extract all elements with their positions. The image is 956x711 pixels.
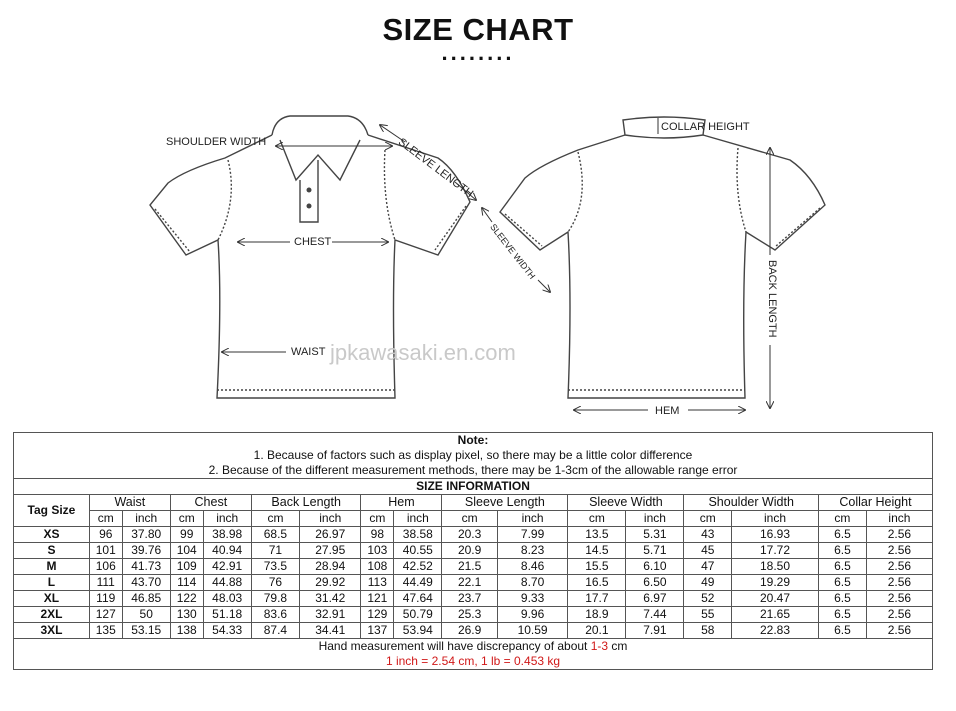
unit-header: cm bbox=[251, 511, 299, 527]
value-cell: 106 bbox=[89, 559, 122, 575]
value-cell: 16.5 bbox=[568, 575, 626, 591]
value-cell: 130 bbox=[170, 607, 203, 623]
value-cell: 22.83 bbox=[732, 623, 819, 639]
notes-cell bbox=[14, 433, 933, 479]
group-header: Hem bbox=[361, 495, 442, 511]
size-cell: S bbox=[14, 543, 90, 559]
title-dots: ........ bbox=[441, 40, 515, 65]
value-cell: 19.29 bbox=[732, 575, 819, 591]
value-cell: 127 bbox=[89, 607, 122, 623]
unit-header: cm bbox=[684, 511, 732, 527]
value-cell: 20.1 bbox=[568, 623, 626, 639]
value-cell: 9.33 bbox=[497, 591, 568, 607]
label-sleeve-width: SLEEVE WIDTH bbox=[488, 222, 538, 281]
unit-header: inch bbox=[732, 511, 819, 527]
value-cell: 29.92 bbox=[300, 575, 361, 591]
footer-line1-highlight: 1-3 bbox=[590, 639, 609, 653]
note-line-2: 2. Because of the different measurement methods, there may be 1-3cm of the allowable range error bbox=[208, 463, 738, 477]
value-cell: 44.88 bbox=[203, 575, 251, 591]
value-cell: 119 bbox=[89, 591, 122, 607]
size-cell: XL bbox=[14, 591, 90, 607]
value-cell: 2.56 bbox=[866, 607, 932, 623]
value-cell: 6.10 bbox=[626, 559, 684, 575]
value-cell: 52 bbox=[684, 591, 732, 607]
unit-header: inch bbox=[203, 511, 251, 527]
value-cell: 135 bbox=[89, 623, 122, 639]
value-cell: 6.5 bbox=[818, 559, 866, 575]
value-cell: 109 bbox=[170, 559, 203, 575]
unit-header: cm bbox=[568, 511, 626, 527]
value-cell: 5.71 bbox=[626, 543, 684, 559]
value-cell: 108 bbox=[361, 559, 394, 575]
value-cell: 20.47 bbox=[732, 591, 819, 607]
value-cell: 138 bbox=[170, 623, 203, 639]
value-cell: 58 bbox=[684, 623, 732, 639]
value-cell: 5.31 bbox=[626, 527, 684, 543]
value-cell: 42.52 bbox=[394, 559, 442, 575]
table-row bbox=[14, 527, 933, 543]
tag-size-header: Tag Size bbox=[14, 495, 90, 527]
table-row bbox=[14, 623, 933, 639]
value-cell: 2.56 bbox=[866, 575, 932, 591]
value-cell: 13.5 bbox=[568, 527, 626, 543]
size-cell: L bbox=[14, 575, 90, 591]
value-cell: 98 bbox=[361, 527, 394, 543]
value-cell: 25.3 bbox=[442, 607, 497, 623]
value-cell: 17.7 bbox=[568, 591, 626, 607]
unit-header: inch bbox=[122, 511, 170, 527]
value-cell: 43.70 bbox=[122, 575, 170, 591]
value-cell: 18.9 bbox=[568, 607, 626, 623]
value-cell: 73.5 bbox=[251, 559, 299, 575]
unit-header: cm bbox=[89, 511, 122, 527]
label-collar-height: COLLAR HEIGHT bbox=[661, 121, 750, 133]
sleeve-width-line-a bbox=[482, 208, 492, 222]
value-cell: 46.85 bbox=[122, 591, 170, 607]
value-cell: 26.97 bbox=[300, 527, 361, 543]
unit-header: inch bbox=[626, 511, 684, 527]
size-cell: 3XL bbox=[14, 623, 90, 639]
footer-line1-prefix: Hand measurement will have discrepancy of about bbox=[318, 639, 591, 653]
value-cell: 6.97 bbox=[626, 591, 684, 607]
value-cell: 43 bbox=[684, 527, 732, 543]
value-cell: 32.91 bbox=[300, 607, 361, 623]
unit-header: inch bbox=[394, 511, 442, 527]
label-sleeve-length: SLEEVE LENGTH bbox=[395, 136, 476, 201]
label-back-length: BACK LENGTH bbox=[766, 260, 778, 338]
value-cell: 87.4 bbox=[251, 623, 299, 639]
table-row bbox=[14, 575, 933, 591]
label-shoulder-width: SHOULDER WIDTH bbox=[166, 136, 267, 148]
group-header: Shoulder Width bbox=[684, 495, 818, 511]
value-cell: 53.15 bbox=[122, 623, 170, 639]
value-cell: 2.56 bbox=[866, 559, 932, 575]
value-cell: 7.91 bbox=[626, 623, 684, 639]
value-cell: 101 bbox=[89, 543, 122, 559]
group-header: Waist bbox=[89, 495, 170, 511]
value-cell: 14.5 bbox=[568, 543, 626, 559]
value-cell: 48.03 bbox=[203, 591, 251, 607]
label-hem: HEM bbox=[655, 405, 680, 417]
value-cell: 15.5 bbox=[568, 559, 626, 575]
value-cell: 20.3 bbox=[442, 527, 497, 543]
value-cell: 53.94 bbox=[394, 623, 442, 639]
value-cell: 2.56 bbox=[866, 591, 932, 607]
watermark: jpkawasaki.en.com bbox=[330, 340, 516, 365]
value-cell: 47 bbox=[684, 559, 732, 575]
value-cell: 21.65 bbox=[732, 607, 819, 623]
value-cell: 18.50 bbox=[732, 559, 819, 575]
value-cell: 111 bbox=[89, 575, 122, 591]
value-cell: 2.56 bbox=[866, 623, 932, 639]
value-cell: 6.5 bbox=[818, 543, 866, 559]
value-cell: 83.6 bbox=[251, 607, 299, 623]
group-header: Sleeve Length bbox=[442, 495, 568, 511]
value-cell: 20.9 bbox=[442, 543, 497, 559]
value-cell: 71 bbox=[251, 543, 299, 559]
value-cell: 41.73 bbox=[122, 559, 170, 575]
button-bottom bbox=[307, 204, 312, 209]
value-cell: 8.70 bbox=[497, 575, 568, 591]
table-row bbox=[14, 591, 933, 607]
value-cell: 99 bbox=[170, 527, 203, 543]
value-cell: 38.98 bbox=[203, 527, 251, 543]
unit-header: inch bbox=[497, 511, 568, 527]
value-cell: 79.8 bbox=[251, 591, 299, 607]
unit-header: cm bbox=[818, 511, 866, 527]
sleeve-width-line-b bbox=[538, 280, 550, 292]
table-row bbox=[14, 607, 933, 623]
page-title: SIZE CHART bbox=[382, 12, 574, 47]
value-cell: 96 bbox=[89, 527, 122, 543]
value-cell: 45 bbox=[684, 543, 732, 559]
value-cell: 28.94 bbox=[300, 559, 361, 575]
value-cell: 103 bbox=[361, 543, 394, 559]
value-cell: 27.95 bbox=[300, 543, 361, 559]
unit-header: cm bbox=[170, 511, 203, 527]
value-cell: 22.1 bbox=[442, 575, 497, 591]
value-cell: 34.41 bbox=[300, 623, 361, 639]
table-row bbox=[14, 559, 933, 575]
value-cell: 2.56 bbox=[866, 527, 932, 543]
value-cell: 104 bbox=[170, 543, 203, 559]
unit-header: cm bbox=[442, 511, 497, 527]
note-line-1: 1. Because of factors such as display pixel, so there may be a little color difference bbox=[253, 448, 693, 462]
label-waist: WAIST bbox=[291, 346, 326, 358]
value-cell: 49 bbox=[684, 575, 732, 591]
value-cell: 38.58 bbox=[394, 527, 442, 543]
value-cell: 2.56 bbox=[866, 543, 932, 559]
back-shirt-outline bbox=[500, 117, 825, 398]
group-header: Sleeve Width bbox=[568, 495, 684, 511]
section-title: SIZE INFORMATION bbox=[14, 479, 933, 495]
value-cell: 68.5 bbox=[251, 527, 299, 543]
value-cell: 44.49 bbox=[394, 575, 442, 591]
value-cell: 113 bbox=[361, 575, 394, 591]
value-cell: 37.80 bbox=[122, 527, 170, 543]
value-cell: 7.44 bbox=[626, 607, 684, 623]
value-cell: 26.9 bbox=[442, 623, 497, 639]
value-cell: 121 bbox=[361, 591, 394, 607]
value-cell: 137 bbox=[361, 623, 394, 639]
value-cell: 50.79 bbox=[394, 607, 442, 623]
value-cell: 6.5 bbox=[818, 575, 866, 591]
value-cell: 47.64 bbox=[394, 591, 442, 607]
value-cell: 54.33 bbox=[203, 623, 251, 639]
value-cell: 40.94 bbox=[203, 543, 251, 559]
unit-header: cm bbox=[361, 511, 394, 527]
size-cell: 2XL bbox=[14, 607, 90, 623]
footer-line1-suffix: cm bbox=[608, 639, 628, 653]
value-cell: 76 bbox=[251, 575, 299, 591]
value-cell: 39.76 bbox=[122, 543, 170, 559]
value-cell: 6.50 bbox=[626, 575, 684, 591]
value-cell: 50 bbox=[122, 607, 170, 623]
unit-header: inch bbox=[866, 511, 932, 527]
value-cell: 16.93 bbox=[732, 527, 819, 543]
value-cell: 129 bbox=[361, 607, 394, 623]
value-cell: 40.55 bbox=[394, 543, 442, 559]
value-cell: 42.91 bbox=[203, 559, 251, 575]
button-top bbox=[307, 188, 312, 193]
value-cell: 114 bbox=[170, 575, 203, 591]
footer-line-2: 1 inch = 2.54 cm, 1 lb = 0.453 kg bbox=[385, 654, 561, 668]
value-cell: 6.5 bbox=[818, 527, 866, 543]
label-chest: CHEST bbox=[294, 236, 332, 248]
value-cell: 7.99 bbox=[497, 527, 568, 543]
value-cell: 6.5 bbox=[818, 607, 866, 623]
footer-cell bbox=[14, 639, 933, 670]
unit-header: inch bbox=[300, 511, 361, 527]
group-header: Chest bbox=[170, 495, 251, 511]
note-title: Note: bbox=[457, 433, 489, 447]
value-cell: 21.5 bbox=[442, 559, 497, 575]
value-cell: 6.5 bbox=[818, 623, 866, 639]
group-header: Collar Height bbox=[818, 495, 932, 511]
value-cell: 9.96 bbox=[497, 607, 568, 623]
value-cell: 51.18 bbox=[203, 607, 251, 623]
size-cell: M bbox=[14, 559, 90, 575]
value-cell: 8.46 bbox=[497, 559, 568, 575]
size-table bbox=[13, 432, 933, 670]
value-cell: 17.72 bbox=[732, 543, 819, 559]
value-cell: 31.42 bbox=[300, 591, 361, 607]
value-cell: 55 bbox=[684, 607, 732, 623]
value-cell: 6.5 bbox=[818, 591, 866, 607]
footer-line-1 bbox=[14, 639, 932, 654]
size-cell: XS bbox=[14, 527, 90, 543]
value-cell: 122 bbox=[170, 591, 203, 607]
value-cell: 10.59 bbox=[497, 623, 568, 639]
value-cell: 8.23 bbox=[497, 543, 568, 559]
group-header: Back Length bbox=[251, 495, 361, 511]
value-cell: 23.7 bbox=[442, 591, 497, 607]
table-row bbox=[14, 543, 933, 559]
